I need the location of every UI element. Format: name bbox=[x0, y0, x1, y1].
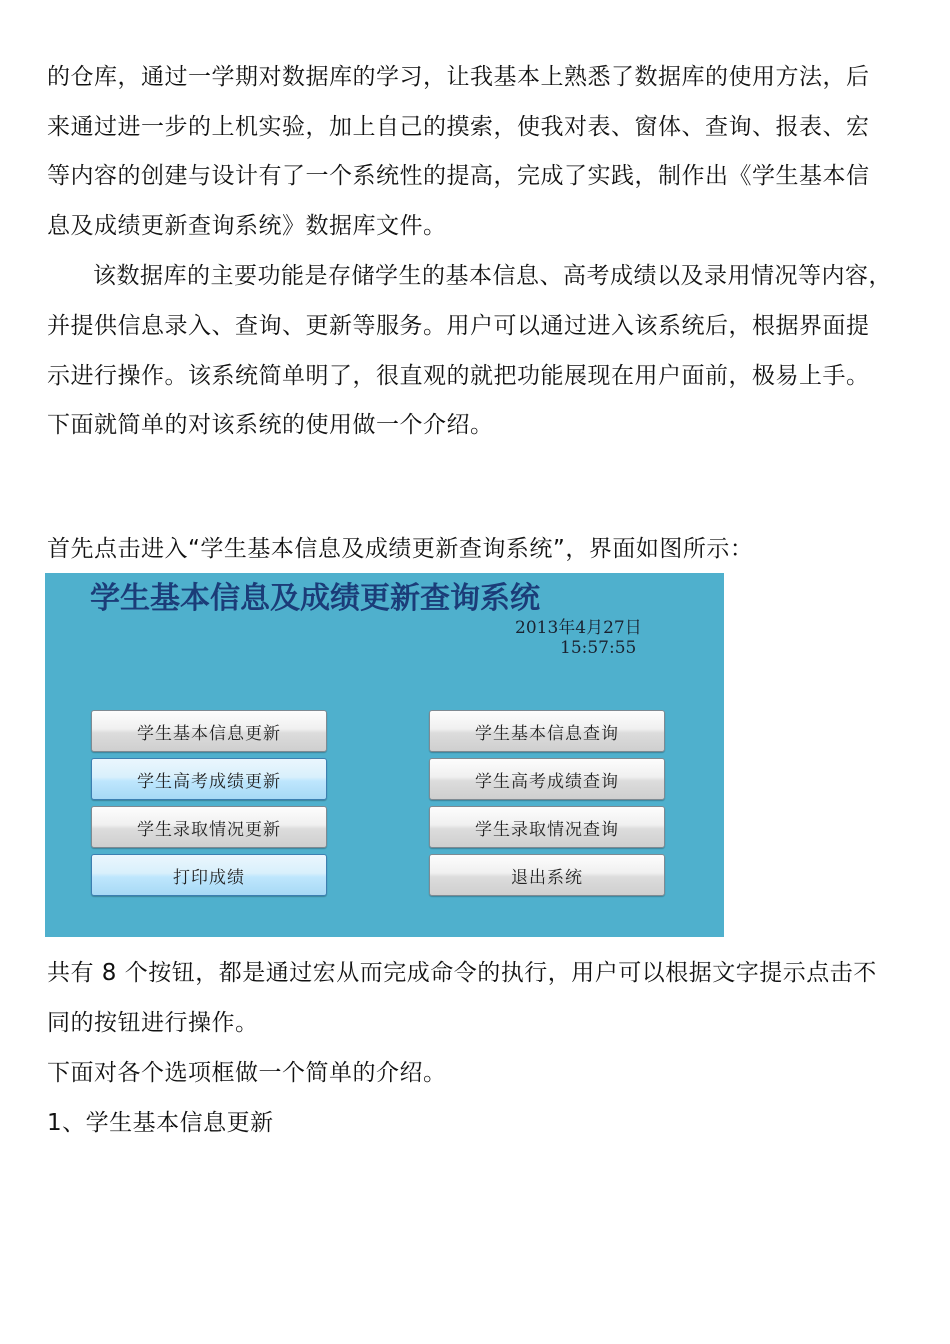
paragraph-line: 示进行操作。该系统简单明了，很直观的就把功能展现在用户面前，极易上手。 bbox=[47, 363, 870, 389]
system-time: 15:57:55 bbox=[560, 638, 637, 658]
paragraph-line: 来通过进一步的上机实验，加上自己的摸索，使我对表、窗体、查询、报表、宏 bbox=[47, 114, 870, 140]
paragraph-line: 息及成绩更新查询系统》数据库文件。 bbox=[47, 213, 447, 239]
query-basic-info-button[interactable]: 学生基本信息查询 bbox=[429, 710, 665, 752]
update-admission-button[interactable]: 学生录取情况更新 bbox=[91, 806, 327, 848]
update-basic-info-button[interactable]: 学生基本信息更新 bbox=[91, 710, 327, 752]
query-exam-score-button[interactable]: 学生高考成绩查询 bbox=[429, 758, 665, 800]
paragraph-line: 并提供信息录入、查询、更新等服务。用户可以通过进入该系统后，根据界面提 bbox=[47, 313, 870, 339]
paragraph-line: 同的按钮进行操作。 bbox=[47, 1010, 259, 1036]
system-title: 学生基本信息及成绩更新查询系统 bbox=[90, 581, 540, 616]
system-date: 2013年4月27日 bbox=[515, 618, 642, 638]
section-heading: 1、学生基本信息更新 bbox=[47, 1110, 274, 1136]
print-score-button[interactable]: 打印成绩 bbox=[91, 854, 327, 896]
paragraph-line: 下面对各个选项框做一个简单的介绍。 bbox=[47, 1060, 447, 1086]
exit-system-button[interactable]: 退出系统 bbox=[429, 854, 665, 896]
update-exam-score-button[interactable]: 学生高考成绩更新 bbox=[91, 758, 327, 800]
paragraph-line: 的仓库，通过一学期对数据库的学习，让我基本上熟悉了数据库的使用方法，后 bbox=[47, 64, 870, 90]
paragraph-line: 共有 8 个按钮，都是通过宏从而完成命令的执行，用户可以根据文字提示点击不 bbox=[47, 960, 877, 986]
paragraph-line: 该数据库的主要功能是存储学生的基本信息、高考成绩以及录用情况等内容， bbox=[93, 263, 892, 289]
paragraph-line: 等内容的创建与设计有了一个系统性的提高，完成了实践，制作出《学生基本信 bbox=[47, 163, 870, 189]
paragraph-line: 下面就简单的对该系统的使用做一个介绍。 bbox=[47, 412, 494, 438]
figure-intro: 首先点击进入“学生基本信息及成绩更新查询系统”，界面如图所示： bbox=[47, 536, 754, 562]
query-admission-button[interactable]: 学生录取情况查询 bbox=[429, 806, 665, 848]
system-main-form bbox=[45, 573, 724, 937]
